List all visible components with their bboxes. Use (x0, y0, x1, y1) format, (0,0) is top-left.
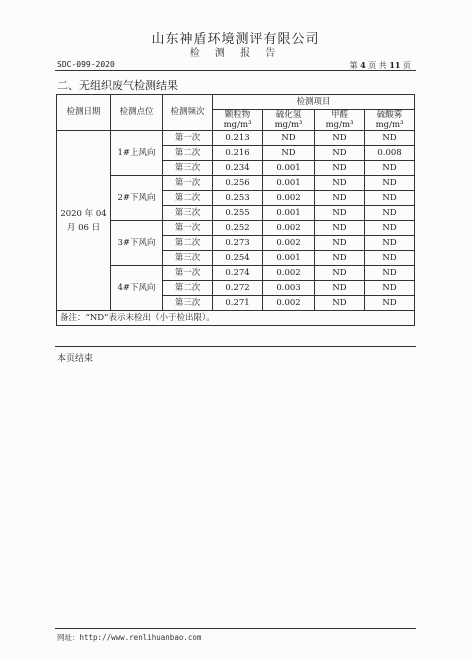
frequency-cell: 第三次 (163, 251, 213, 266)
item-header (263, 110, 315, 131)
value-cell: 0.234 (213, 161, 263, 176)
value-cell: 0.001 (263, 206, 315, 221)
point-cell: 1#上风向 (111, 131, 163, 176)
value-cell: ND (365, 281, 415, 296)
value-cell: 0.001 (263, 176, 315, 191)
value-cell: ND (263, 131, 315, 146)
value-cell: 0.256 (213, 176, 263, 191)
value-cell: 0.252 (213, 221, 263, 236)
item-unit: mg/m³ (223, 120, 252, 130)
item-header (315, 110, 365, 131)
point-cell: 2#下风向 (111, 176, 163, 221)
header-date: 检测日期 (57, 95, 111, 131)
note-row (57, 311, 415, 326)
value-cell: ND (315, 236, 365, 251)
value-cell: ND (315, 266, 365, 281)
item-header (365, 110, 415, 131)
value-cell: ND (315, 146, 365, 161)
date-cell: 2020 年 04 月 06 日 (57, 131, 111, 311)
value-cell: 0.008 (365, 146, 415, 161)
value-cell: ND (365, 206, 415, 221)
value-cell: ND (365, 221, 415, 236)
value-cell: 0.002 (263, 221, 315, 236)
value-cell: 0.253 (213, 191, 263, 206)
item-unit: mg/m³ (325, 120, 354, 130)
value-cell: 0.271 (213, 296, 263, 311)
value-cell: ND (365, 266, 415, 281)
value-cell: ND (365, 131, 415, 146)
frequency-cell: 第三次 (163, 161, 213, 176)
footer-divider (55, 628, 416, 629)
page-prefix: 第 (349, 61, 358, 70)
content-divider (55, 346, 416, 347)
item-unit: mg/m³ (274, 120, 303, 130)
value-cell: 0.272 (213, 281, 263, 296)
item-unit: mg/m³ (375, 120, 404, 130)
value-cell: 0.002 (263, 296, 315, 311)
footer-url: 网址：http://www.renlihuanbao.com (57, 633, 202, 642)
value-cell: ND (315, 206, 365, 221)
value-cell: 0.003 (263, 281, 315, 296)
table-header-row (57, 95, 415, 110)
table-row (57, 221, 415, 236)
header-divider (55, 70, 416, 71)
value-cell: ND (315, 296, 365, 311)
item-name: 硫化氢 (275, 110, 302, 120)
frequency-cell: 第一次 (163, 221, 213, 236)
section-title: 二、无组织废气检测结果 (57, 79, 178, 92)
value-cell: 0.255 (213, 206, 263, 221)
point-cell: 4#下风向 (111, 266, 163, 311)
point-cell: 3#下风向 (111, 221, 163, 266)
item-name: 颗粒物 (224, 110, 251, 120)
company-name: 山东神盾环境测评有限公司 (151, 32, 320, 47)
value-cell: ND (365, 251, 415, 266)
frequency-cell: 第一次 (163, 266, 213, 281)
frequency-cell: 第二次 (163, 281, 213, 296)
frequency-cell: 第三次 (163, 296, 213, 311)
page-mid: 页 共 (368, 61, 387, 70)
value-cell: 0.002 (263, 191, 315, 206)
frequency-cell: 第二次 (163, 146, 213, 161)
frequency-cell: 第二次 (163, 236, 213, 251)
frequency-cell: 第一次 (163, 131, 213, 146)
value-cell: ND (365, 161, 415, 176)
value-cell: 0.002 (263, 236, 315, 251)
header-items: 检测项目 (213, 95, 415, 110)
value-cell: 0.213 (213, 131, 263, 146)
document-number: SDC-099-2020 (57, 60, 115, 69)
value-cell: ND (315, 161, 365, 176)
frequency-cell: 第三次 (163, 206, 213, 221)
page-total: 11 (389, 60, 401, 70)
table-note: 备注：“ND”表示未检出（小于检出限）。 (57, 311, 415, 326)
frequency-cell: 第一次 (163, 176, 213, 191)
value-cell: ND (315, 221, 365, 236)
header-frequency: 检测频次 (163, 95, 213, 131)
item-header (213, 110, 263, 131)
report-subtitle: 检 测 报 告 (189, 48, 282, 59)
value-cell: 0.002 (263, 266, 315, 281)
value-cell: ND (315, 281, 365, 296)
value-cell: ND (315, 176, 365, 191)
value-cell: 0.001 (263, 251, 315, 266)
table-row (57, 176, 415, 191)
value-cell: ND (315, 191, 365, 206)
value-cell: 0.254 (213, 251, 263, 266)
value-cell: 0.274 (213, 266, 263, 281)
value-cell: ND (365, 191, 415, 206)
value-cell: ND (365, 236, 415, 251)
value-cell: 0.273 (213, 236, 263, 251)
results-table (56, 94, 415, 326)
value-cell: 0.216 (213, 146, 263, 161)
value-cell: 0.001 (263, 161, 315, 176)
value-cell: ND (315, 251, 365, 266)
value-cell: ND (315, 131, 365, 146)
value-cell: ND (365, 296, 415, 311)
frequency-cell: 第二次 (163, 191, 213, 206)
page-number: 4 (360, 60, 366, 70)
value-cell: ND (263, 146, 315, 161)
table-row (57, 131, 415, 146)
end-of-page-text: 本页结束 (57, 354, 94, 364)
table-row (57, 266, 415, 281)
header-point: 检测点位 (111, 95, 163, 131)
item-name: 甲醛 (330, 110, 348, 120)
item-name: 硫酸雾 (376, 110, 403, 120)
page-suffix: 页 (403, 61, 411, 70)
value-cell: ND (365, 176, 415, 191)
